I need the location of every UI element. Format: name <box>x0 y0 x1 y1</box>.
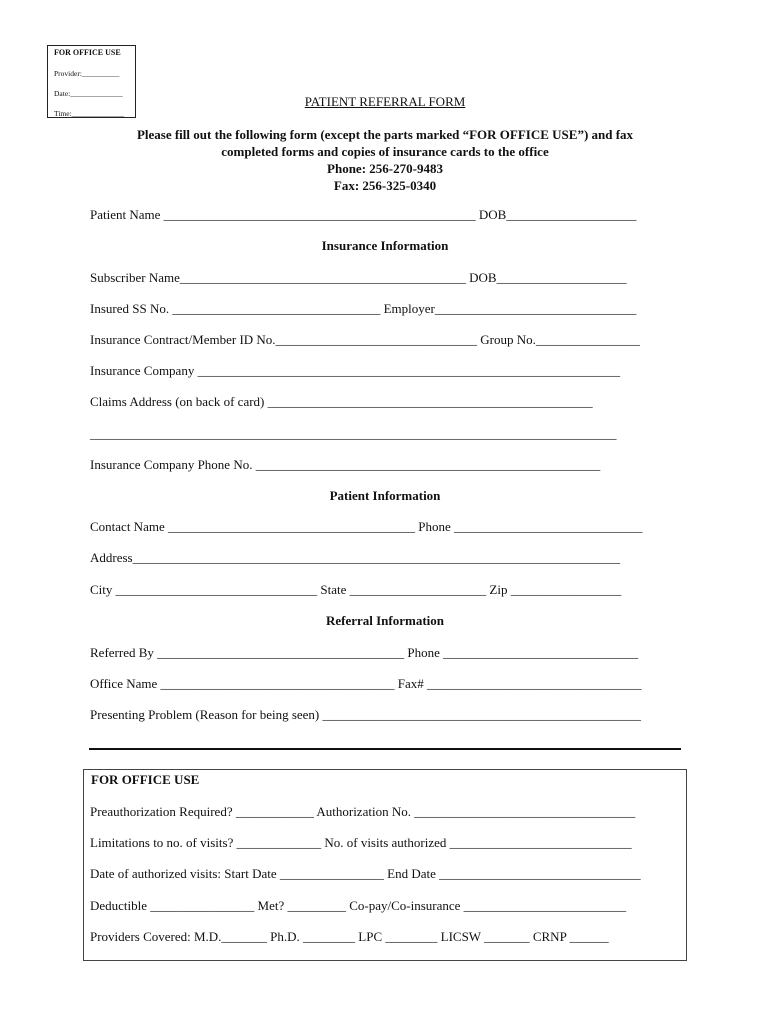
city-state-zip-row[interactable]: City _______________________________ State _____________________ Zip _________________ <box>90 582 622 597</box>
date-field[interactable]: Date:______________ <box>54 89 123 98</box>
subscriber-row[interactable]: Subscriber Name____________________________________________ DOB____________________ <box>90 270 627 285</box>
contact-phone-row[interactable]: Contact Name ______________________________________ Phone _____________________________ <box>90 519 643 534</box>
office-phone: Phone: 256-270-9483 <box>327 161 443 176</box>
instructions-line2: completed forms and copies of insurance cards to the office <box>221 144 549 159</box>
referred-by-row[interactable]: Referred By ______________________________________ Phone ______________________________ <box>90 645 639 660</box>
provider-field[interactable]: Provider:__________ <box>54 69 120 78</box>
instructions <box>0 126 770 194</box>
presenting-problem-row[interactable]: Presenting Problem (Reason for being seen) _________________________________________________ <box>90 707 642 722</box>
time-field[interactable]: Time:______________ <box>54 109 125 118</box>
providers-covered-row[interactable]: Providers Covered: M.D._______ Ph.D. ________ LPC ________ LICSW _______ CRNP ______ <box>90 929 609 944</box>
form-title: PATIENT REFERRAL FORM <box>304 94 466 109</box>
authorized-dates-row[interactable]: Date of authorized visits: Start Date ________________ End Date _______________________________ <box>90 866 641 881</box>
office-name-fax-row[interactable]: Office Name ____________________________________ Fax# _________________________________ <box>90 676 642 691</box>
ss-employer-row[interactable]: Insured SS No. ________________________________ Employer_______________________________ <box>90 301 637 316</box>
visit-limit-row[interactable]: Limitations to no. of visits? _____________ No. of visits authorized ____________________________ <box>90 835 632 850</box>
instructions-line1: Please fill out the following form (except the parts marked “FOR OFFICE USE”) and fax <box>136 127 634 142</box>
referral-heading: Referral Information <box>325 613 445 628</box>
insurance-heading: Insurance Information <box>321 238 449 253</box>
patient-heading: Patient Information <box>329 488 441 503</box>
claims-address-row[interactable]: Claims Address (on back of card) __________________________________________________ <box>90 394 593 409</box>
insurance-company-phone-row[interactable]: Insurance Company Phone No. _____________________________________________________ <box>90 457 601 472</box>
preauth-row[interactable]: Preauthorization Required? ____________ Authorization No. __________________________________ <box>90 804 636 819</box>
office-use-small-title: FOR OFFICE USE <box>54 48 121 57</box>
member-id-group-row[interactable]: Insurance Contract/Member ID No._______________________________ Group No.________________ <box>90 332 640 347</box>
office-fax: Fax: 256-325-0340 <box>333 178 437 193</box>
deductible-row[interactable]: Deductible ________________ Met? _________ Co-pay/Co-insurance _________________________ <box>90 898 627 913</box>
insurance-company-row[interactable]: Insurance Company _________________________________________________________________ <box>90 363 621 378</box>
claims-address-line2[interactable]: _________________________________________________________________________________ <box>90 426 617 441</box>
patient-name-dob-row[interactable]: Patient Name ________________________________________________ DOB____________________ <box>90 207 637 222</box>
office-use-title: FOR OFFICE USE <box>91 772 200 787</box>
divider-rule <box>89 748 681 750</box>
address-row[interactable]: Address___________________________________________________________________________ <box>90 550 621 565</box>
